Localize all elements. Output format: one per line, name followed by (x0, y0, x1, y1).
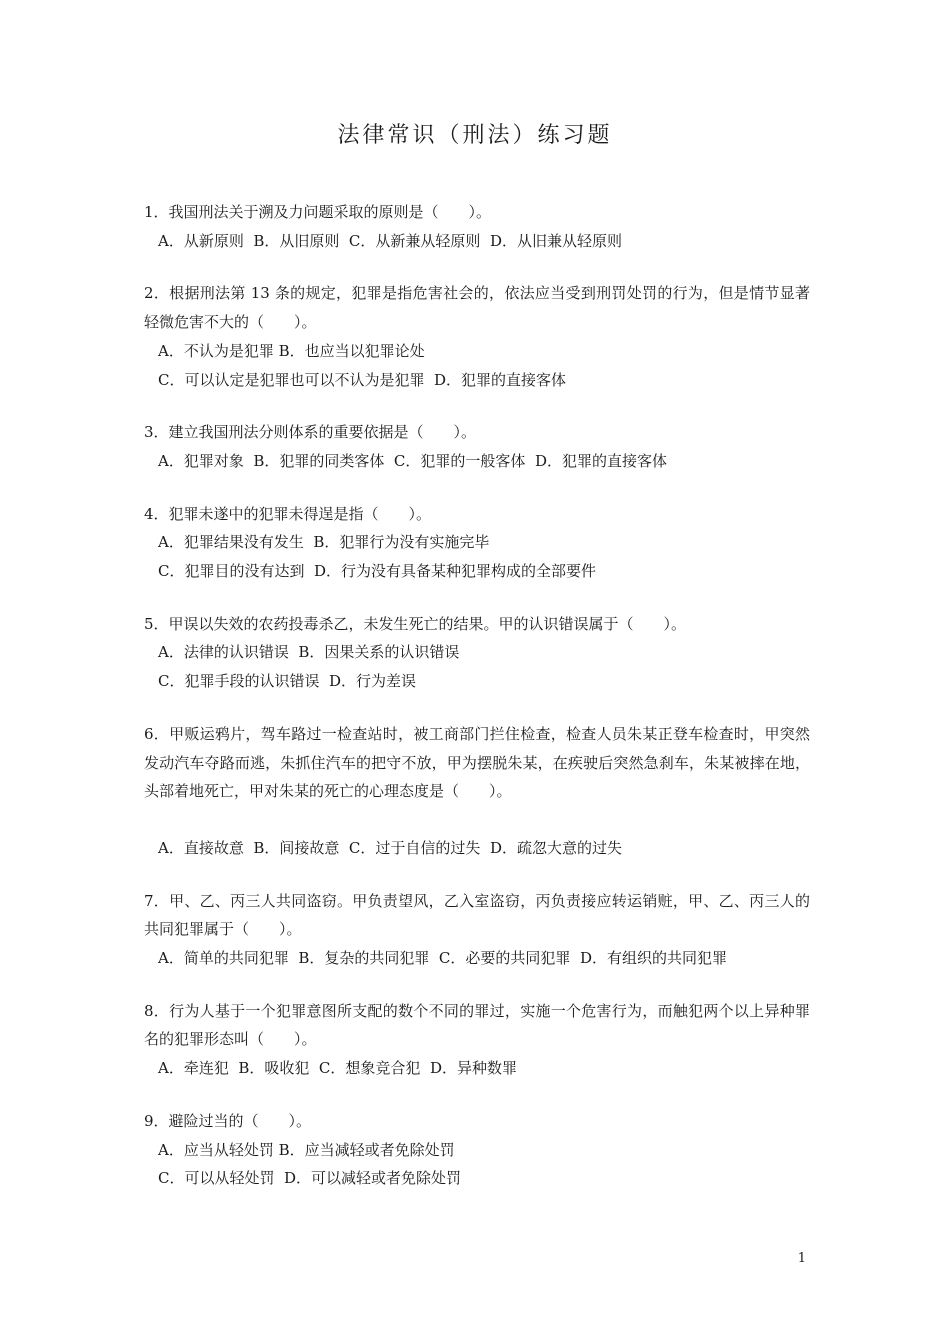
question-options: A．应当从轻处罚 B．应当减轻或者免除处罚 (158, 1140, 455, 1159)
question-options: A．简单的共同犯罪 B．复杂的共同犯罪 C．必要的共同犯罪 D．有组织的共同犯罪 (158, 949, 727, 968)
question-stem: 5．甲误以失效的农药投毒杀乙，未发生死亡的结果。甲的认识错误属于（ ）。 (144, 614, 687, 633)
question-options: A．法律的认识错误 B．因果关系的认识错误 (158, 643, 460, 662)
question-stem: 6．甲贩运鸦片，驾车路过一检查站时，被工商部门拦住检查，检查人员朱某正登车检查时，甲突然发动汽车夺路而逃，朱抓住汽车的把守不放，甲为摆脱朱某，在疾驶后突然急刹车，朱某被摔在地，头部着地死亡，甲对朱某的死亡的心理态度是（ ）。 (144, 724, 810, 801)
question-stem: 3．建立我国刑法分则体系的重要依据是（ ）。 (144, 423, 477, 442)
question-7 (144, 887, 810, 973)
question-options: C．犯罪目的没有达到 D．行为没有具备某种犯罪构成的全部要件 (158, 562, 597, 581)
question-options: A．直接故意 B．间接故意 C．过于自信的过失 D．疏忽大意的过失 (158, 838, 622, 857)
question-options: A．犯罪结果没有发生 B．犯罪行为没有实施完毕 (158, 533, 490, 552)
question-5 (144, 610, 810, 696)
question-stem: 9．避险过当的（ ）。 (144, 1111, 312, 1130)
question-2 (144, 279, 810, 394)
question-options: A．犯罪对象 B．犯罪的同类客体 C．犯罪的一般客体 D．犯罪的直接客体 (158, 451, 667, 470)
question-8 (144, 997, 810, 1083)
question-options: A．从新原则 B．从旧原则 C．从新兼从轻原则 D．从旧兼从轻原则 (158, 231, 622, 250)
page-number: 1 (797, 1251, 806, 1266)
question-options: A．牵连犯 B．吸收犯 C．想象竞合犯 D．异种数罪 (158, 1059, 517, 1078)
question-1 (144, 198, 810, 255)
question-options: C．犯罪手段的认识错误 D．行为差误 (158, 672, 417, 691)
question-6 (144, 720, 810, 863)
question-stem: 8．行为人基于一个犯罪意图所支配的数个不同的罪过，实施一个危害行为，而触犯两个以上异种罪名的犯罪形态叫（ ）。 (144, 1001, 810, 1049)
question-options: C．可以认定是犯罪也可以不认为是犯罪 D．犯罪的直接客体 (158, 370, 567, 389)
question-stem: 2．根据刑法第 13 条的规定，犯罪是指危害社会的，依法应当受到刑罚处罚的行为，但是情节显著轻微危害不大的（ ）。 (144, 284, 810, 332)
question-stem: 4．犯罪未遂中的犯罪未得逞是指（ ）。 (144, 504, 432, 523)
question-9 (144, 1107, 810, 1193)
question-4 (144, 500, 810, 586)
question-stem: 7．甲、乙、丙三人共同盗窃。甲负责望风，乙入室盗窃，丙负责接应转运销赃，甲、乙、丙三人的共同犯罪属于（ ）。 (144, 891, 810, 939)
question-stem: 1．我国刑法关于溯及力问题采取的原则是（ ）。 (144, 203, 492, 221)
document-title: 法律常识（刑法）练习题 (337, 123, 613, 148)
question-options: C．可以从轻处罚 D．可以减轻或者免除处罚 (158, 1169, 462, 1188)
question-options: A．不认为是犯罪 B．也应当以犯罪论处 (158, 341, 425, 360)
question-3 (144, 418, 810, 475)
question-list (144, 198, 810, 1217)
